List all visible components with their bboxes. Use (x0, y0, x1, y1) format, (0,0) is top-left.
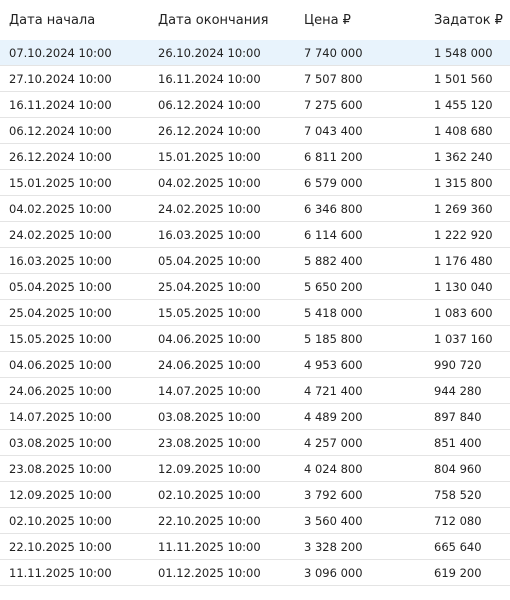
table-row[interactable] (0, 170, 510, 196)
rouble-sign: ₽ (342, 12, 351, 28)
end-date-cell: 24.06.2025 10:00 (158, 357, 261, 372)
table-row[interactable] (0, 534, 510, 560)
start-date-cell: 24.06.2025 10:00 (9, 383, 112, 398)
deposit-cell: 1 083 600 (434, 305, 493, 320)
table-row[interactable] (0, 40, 510, 66)
table-row[interactable] (0, 378, 510, 404)
start-date-cell: 12.09.2025 10:00 (9, 487, 112, 502)
end-date-cell: 04.02.2025 10:00 (158, 175, 261, 190)
table-row[interactable] (0, 196, 510, 222)
table-row[interactable] (0, 66, 510, 92)
end-date-cell: 01.12.2025 10:00 (158, 565, 261, 580)
price-cell: 5 418 000 (304, 305, 363, 320)
deposit-cell: 1 408 680 (434, 123, 493, 138)
price-cell: 6 811 200 (304, 149, 363, 164)
start-date-cell: 16.03.2025 10:00 (9, 253, 112, 268)
table-row[interactable] (0, 92, 510, 118)
table-row[interactable] (0, 118, 510, 144)
table-row[interactable] (0, 300, 510, 326)
price-cell: 6 579 000 (304, 175, 363, 190)
price-cell: 7 043 400 (304, 123, 363, 138)
start-date-cell: 02.10.2025 10:00 (9, 513, 112, 528)
price-cell: 3 096 000 (304, 565, 363, 580)
table-row[interactable] (0, 560, 510, 586)
table-row[interactable] (0, 326, 510, 352)
end-date-cell: 25.04.2025 10:00 (158, 279, 261, 294)
start-date-cell: 07.10.2024 10:00 (9, 45, 112, 60)
header-end-date: Дата окончания (158, 12, 269, 28)
start-date-cell: 16.11.2024 10:00 (9, 97, 112, 112)
table-row[interactable] (0, 248, 510, 274)
deposit-cell: 1 037 160 (434, 331, 493, 346)
deposit-cell: 1 269 360 (434, 201, 493, 216)
start-date-cell: 04.02.2025 10:00 (9, 201, 112, 216)
deposit-cell: 1 548 000 (434, 45, 493, 60)
price-cell: 6 346 800 (304, 201, 363, 216)
start-date-cell: 04.06.2025 10:00 (9, 357, 112, 372)
start-date-cell: 22.10.2025 10:00 (9, 539, 112, 554)
end-date-cell: 11.11.2025 10:00 (158, 539, 261, 554)
end-date-cell: 16.11.2024 10:00 (158, 71, 261, 86)
price-cell: 5 185 800 (304, 331, 363, 346)
start-date-cell: 26.12.2024 10:00 (9, 149, 112, 164)
table-row[interactable] (0, 430, 510, 456)
price-cell: 5 650 200 (304, 279, 363, 294)
price-cell: 4 953 600 (304, 357, 363, 372)
price-cell: 4 721 400 (304, 383, 363, 398)
end-date-cell: 26.12.2024 10:00 (158, 123, 261, 138)
table-row[interactable] (0, 456, 510, 482)
table-row[interactable] (0, 404, 510, 430)
price-cell: 3 328 200 (304, 539, 363, 554)
table-row[interactable] (0, 274, 510, 300)
end-date-cell: 16.03.2025 10:00 (158, 227, 261, 242)
deposit-cell: 712 080 (434, 513, 482, 528)
end-date-cell: 06.12.2024 10:00 (158, 97, 261, 112)
deposit-cell: 1 315 800 (434, 175, 493, 190)
end-date-cell: 04.06.2025 10:00 (158, 331, 261, 346)
deposit-cell: 758 520 (434, 487, 482, 502)
header-deposit (434, 13, 510, 28)
end-date-cell: 15.05.2025 10:00 (158, 305, 261, 320)
start-date-cell: 06.12.2024 10:00 (9, 123, 112, 138)
table-row[interactable] (0, 352, 510, 378)
end-date-cell: 22.10.2025 10:00 (158, 513, 261, 528)
price-cell: 4 024 800 (304, 461, 363, 476)
deposit-cell: 619 200 (434, 565, 482, 580)
table-row[interactable] (0, 482, 510, 508)
price-cell: 3 560 400 (304, 513, 363, 528)
table-row[interactable] (0, 508, 510, 534)
start-date-cell: 03.08.2025 10:00 (9, 435, 112, 450)
start-date-cell: 25.04.2025 10:00 (9, 305, 112, 320)
price-cell: 5 882 400 (304, 253, 363, 268)
deposit-cell: 1 501 560 (434, 71, 493, 86)
end-date-cell: 05.04.2025 10:00 (158, 253, 261, 268)
price-cell: 7 740 000 (304, 45, 363, 60)
price-cell: 4 257 000 (304, 435, 363, 450)
table-body (0, 40, 510, 586)
deposit-cell: 897 840 (434, 409, 482, 424)
start-date-cell: 27.10.2024 10:00 (9, 71, 112, 86)
table-header (0, 0, 510, 40)
deposit-cell: 665 640 (434, 539, 482, 554)
deposit-cell: 1 455 120 (434, 97, 493, 112)
deposit-cell: 851 400 (434, 435, 482, 450)
price-cell: 6 114 600 (304, 227, 363, 242)
price-cell: 4 489 200 (304, 409, 363, 424)
table-row[interactable] (0, 222, 510, 248)
start-date-cell: 23.08.2025 10:00 (9, 461, 112, 476)
rouble-sign: ₽ (494, 12, 503, 28)
header-price (304, 13, 434, 28)
start-date-cell: 14.07.2025 10:00 (9, 409, 112, 424)
table-row[interactable] (0, 144, 510, 170)
header-deposit-label: Задаток (434, 12, 491, 28)
header-start-date: Дата начала (9, 12, 96, 28)
start-date-cell: 15.01.2025 10:00 (9, 175, 112, 190)
price-cell: 7 507 800 (304, 71, 363, 86)
deposit-cell: 1 362 240 (434, 149, 493, 164)
deposit-cell: 804 960 (434, 461, 482, 476)
deposit-cell: 990 720 (434, 357, 482, 372)
deposit-cell: 944 280 (434, 383, 482, 398)
end-date-cell: 02.10.2025 10:00 (158, 487, 261, 502)
deposit-cell: 1 176 480 (434, 253, 493, 268)
end-date-cell: 03.08.2025 10:00 (158, 409, 261, 424)
start-date-cell: 24.02.2025 10:00 (9, 227, 112, 242)
end-date-cell: 26.10.2024 10:00 (158, 45, 261, 60)
end-date-cell: 15.01.2025 10:00 (158, 149, 261, 164)
start-date-cell: 15.05.2025 10:00 (9, 331, 112, 346)
end-date-cell: 14.07.2025 10:00 (158, 383, 261, 398)
price-cell: 7 275 600 (304, 97, 363, 112)
price-cell: 3 792 600 (304, 487, 363, 502)
end-date-cell: 12.09.2025 10:00 (158, 461, 261, 476)
start-date-cell: 11.11.2025 10:00 (9, 565, 112, 580)
deposit-cell: 1 222 920 (434, 227, 493, 242)
deposit-cell: 1 130 040 (434, 279, 493, 294)
end-date-cell: 23.08.2025 10:00 (158, 435, 261, 450)
end-date-cell: 24.02.2025 10:00 (158, 201, 261, 216)
start-date-cell: 05.04.2025 10:00 (9, 279, 112, 294)
header-price-label: Цена (304, 12, 339, 28)
